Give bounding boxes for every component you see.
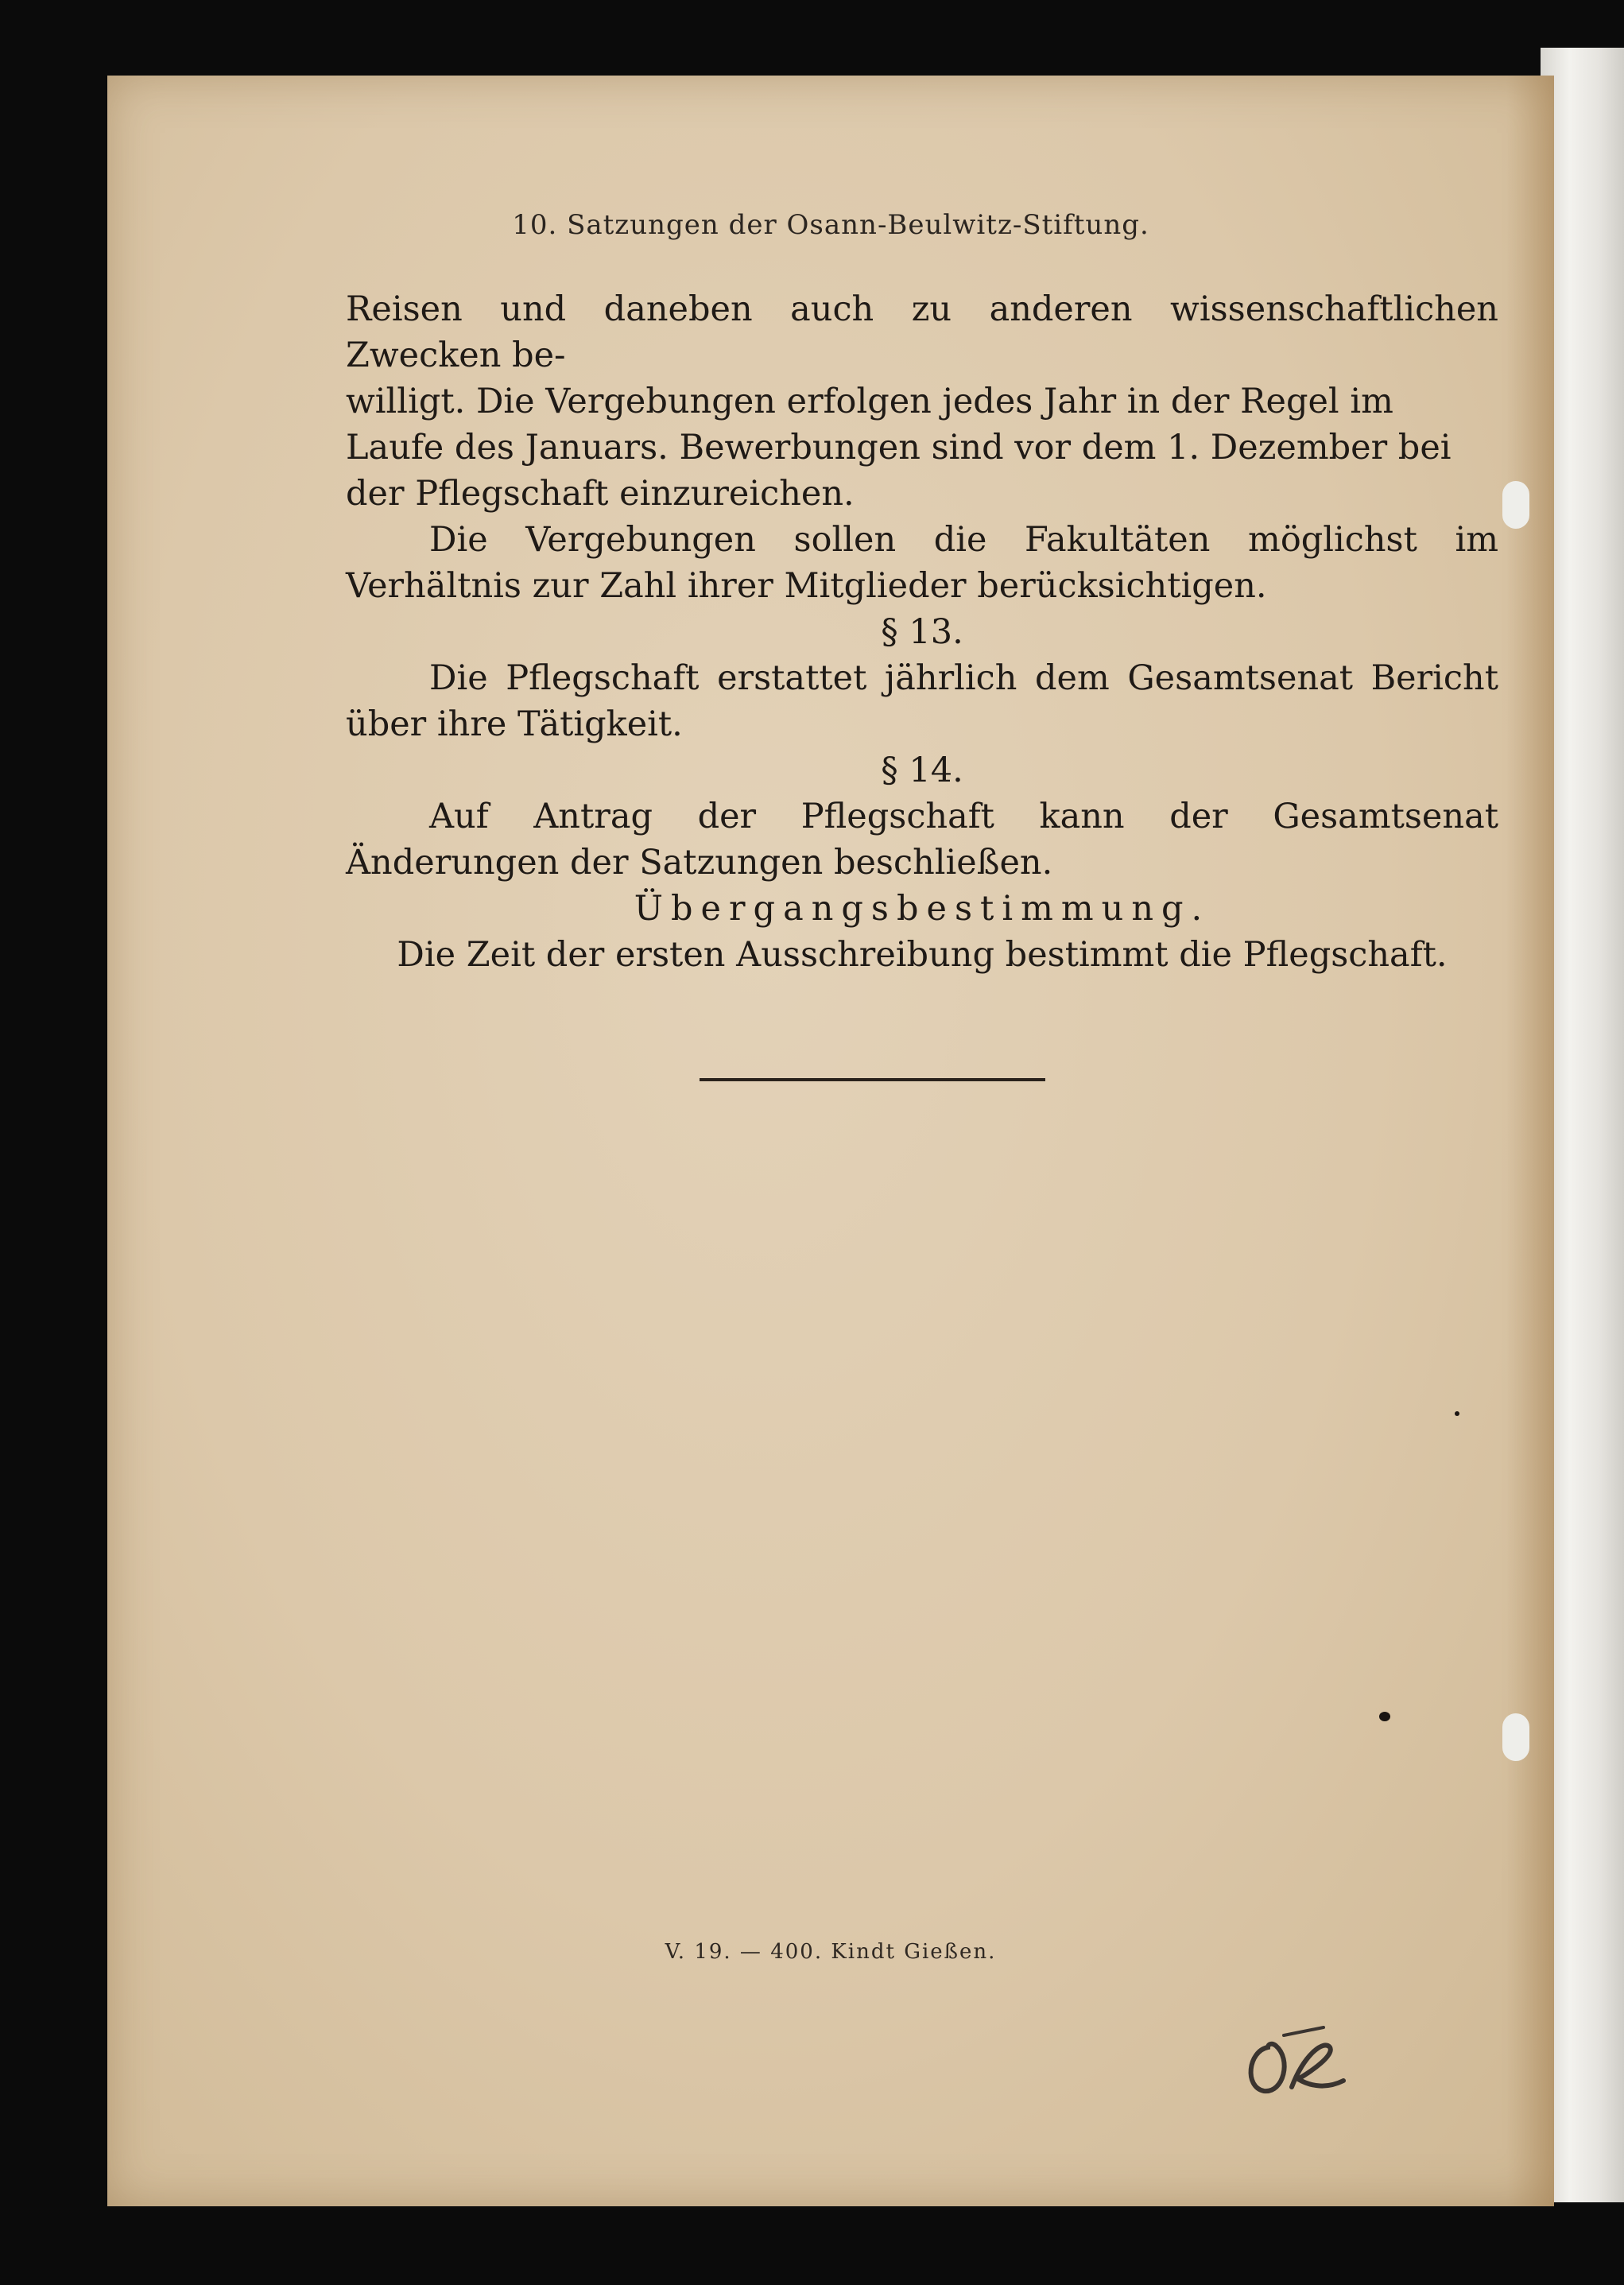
transition-text: Die Zeit der ersten Ausschreibung bestimmt die Pflegschaft. [397,935,1448,975]
handwritten-mark [1236,2023,1355,2111]
continuation-line: der Pflegschaft einzureichen. [346,474,855,514]
section-13-text: Die Pflegschaft erstattet jährlich dem Gesamtsenat Bericht über ihre Tätigkeit. [346,658,1498,744]
closing-rule [700,1078,1045,1081]
ink-speck [1455,1411,1459,1416]
continuation-line: Laufe des Januars. Bewerbungen sind vor dem 1. Dezember bei [346,428,1452,467]
continuation-line: willigt. Die Vergebungen erfolgen jedes Jahr in der Regel im [346,382,1393,421]
punch-hole-upper [1502,481,1529,529]
section-14-heading: § 14. [881,751,963,790]
document-page [107,76,1554,2206]
printer-imprint: V. 19. — 400. Kindt Gießen. [665,1940,997,1964]
paragraph-distribution: Die Vergebungen sollen die Fakultäten möglichst im Verhältnis zur Zahl ihrer Mitglieder berücksichtigen. [346,520,1498,606]
transition-heading: Übergangsbestimmung. [634,889,1211,929]
section-14-text: Auf Antrag der Pflegschaft kann der Gesamtsenat Änderungen der Satzungen beschließen. [346,797,1498,883]
page-shadow-edge [1506,76,1554,2206]
punch-hole-lower [1502,1713,1529,1761]
running-head: 10. Satzungen der Osann-Beulwitz-Stiftung. [512,209,1149,241]
body-text [346,286,1498,978]
continuation-line: Reisen und daneben auch zu anderen wissenschaftlichen Zwecken be- [346,289,1498,375]
ink-speck [1379,1712,1390,1721]
section-13-heading: § 13. [881,612,963,652]
